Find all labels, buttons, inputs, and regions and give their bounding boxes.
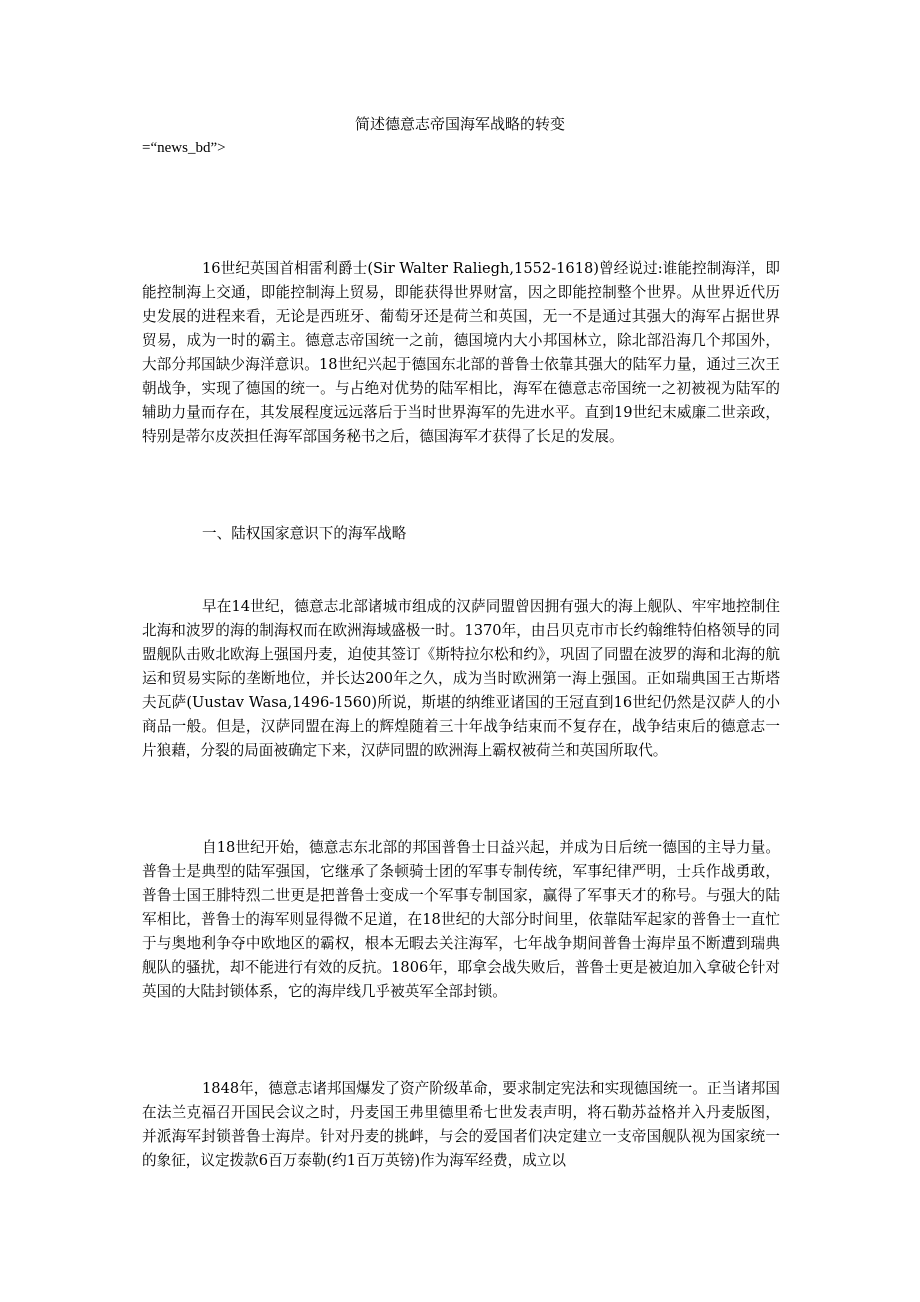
stray-markup-text: =“news_bd”> — [142, 140, 226, 156]
paragraph-hanseatic: 早在14世纪，德意志北部诸城市组成的汉萨同盟曾因拥有强大的海上舰队、牢牢地控制住北海和波罗的海的制海权而在欧洲海域盛极一时。1370年，由吕贝克市市长约翰维特伯格领导的同盟舰队击败北欧海上强国丹麦，迫使其签订《斯特拉尔松和约》，巩固了同盟在波罗的海和北海的航运和贸易实际的垄断地位，并长达200年之久，成为当时欧洲第一海上强国。正如瑞典国王古斯塔夫瓦萨(Uustav Wasa,1496-1560)所说，斯堪的纳维亚诸国的王冠直到16世纪仍然是汉萨人的小商品一般。但是，汉萨同盟在海上的辉煌随着三十年战争结束而不复存在，战争结束后的德意志一片狼藉，分裂的局面被确定下来，汉萨同盟的欧洲海上霸权被荷兰和英国所取代。 — [142, 598, 780, 759]
section-heading-1: 一、陆权国家意识下的海军战略 — [202, 525, 407, 542]
paragraph-prussia: 自18世纪开始，德意志东北部的邦国普鲁士日益兴起，并成为日后统一德国的主导力量。普鲁士是典型的陆军强国，它继承了条顿骑士团的军事专制传统，军事纪律严明，士兵作战勇敢，普鲁士国王腓特烈二世更是把普鲁士变成一个军事专制国家，赢得了军事天才的称号。与强大的陆军相比，普鲁士的海军则显得微不足道，在18世纪的大部分时间里，依靠陆军起家的普鲁士一直忙于与奥地利争夺中欧地区的霸权，根本无暇去关注海军，七年战争期间普鲁士海岸虽不断遭到瑞典舰队的骚扰，却不能进行有效的反抗。1806年，耶拿会战失败后，普鲁士更是被迫加入拿破仑针对英国的大陆封锁体系，它的海岸线几乎被英军全部封锁。 — [142, 839, 780, 1000]
paragraph-intro: 16世纪英国首相雷利爵士(Sir Walter Raliegh,1552-1618)曾经说过:谁能控制海洋，即能控制海上交通，即能控制海上贸易，即能获得世界财富，因之即能控制整个世界。从世界近代历史发展的进程来看，无论是西班牙、葡萄牙还是荷兰和英国，无一不是通过其强大的海军占据世界贸易，成为一时的霸主。德意志帝国统一之前，德国境内大小邦国林立，除北部沿海几个邦国外，大部分邦国缺少海洋意识。18世纪兴起于德国东北部的普鲁士依靠其强大的陆军力量，通过三次王朝战争，实现了德国的统一。与占绝对优势的陆军相比，海军在德意志帝国统一之初被视为陆军的辅助力量而存在，其发展程度远远落后于当时世界海军的先进水平。直到19世纪末威廉二世亲政，特别是蒂尔皮茨担任海军部国务秘书之后，德国海军才获得了长足的发展。 — [142, 260, 780, 445]
document-title: 简述德意志帝国海军战略的转变 — [354, 115, 565, 133]
paragraph-1848: 1848年，德意志诸邦国爆发了资产阶级革命，要求制定宪法和实现德国统一。正当诸邦国在法兰克福召开国民会议之时，丹麦国王弗里德里希七世发表声明，将石勒苏益格并入丹麦版图，并派海军封锁普鲁士海岸。针对丹麦的挑衅，与会的爱国者们决定建立一支帝国舰队视为国家统一的象征，议定拨款6百万泰勒(约1百万英镑)作为海军经费，成立以 — [142, 1080, 780, 1169]
